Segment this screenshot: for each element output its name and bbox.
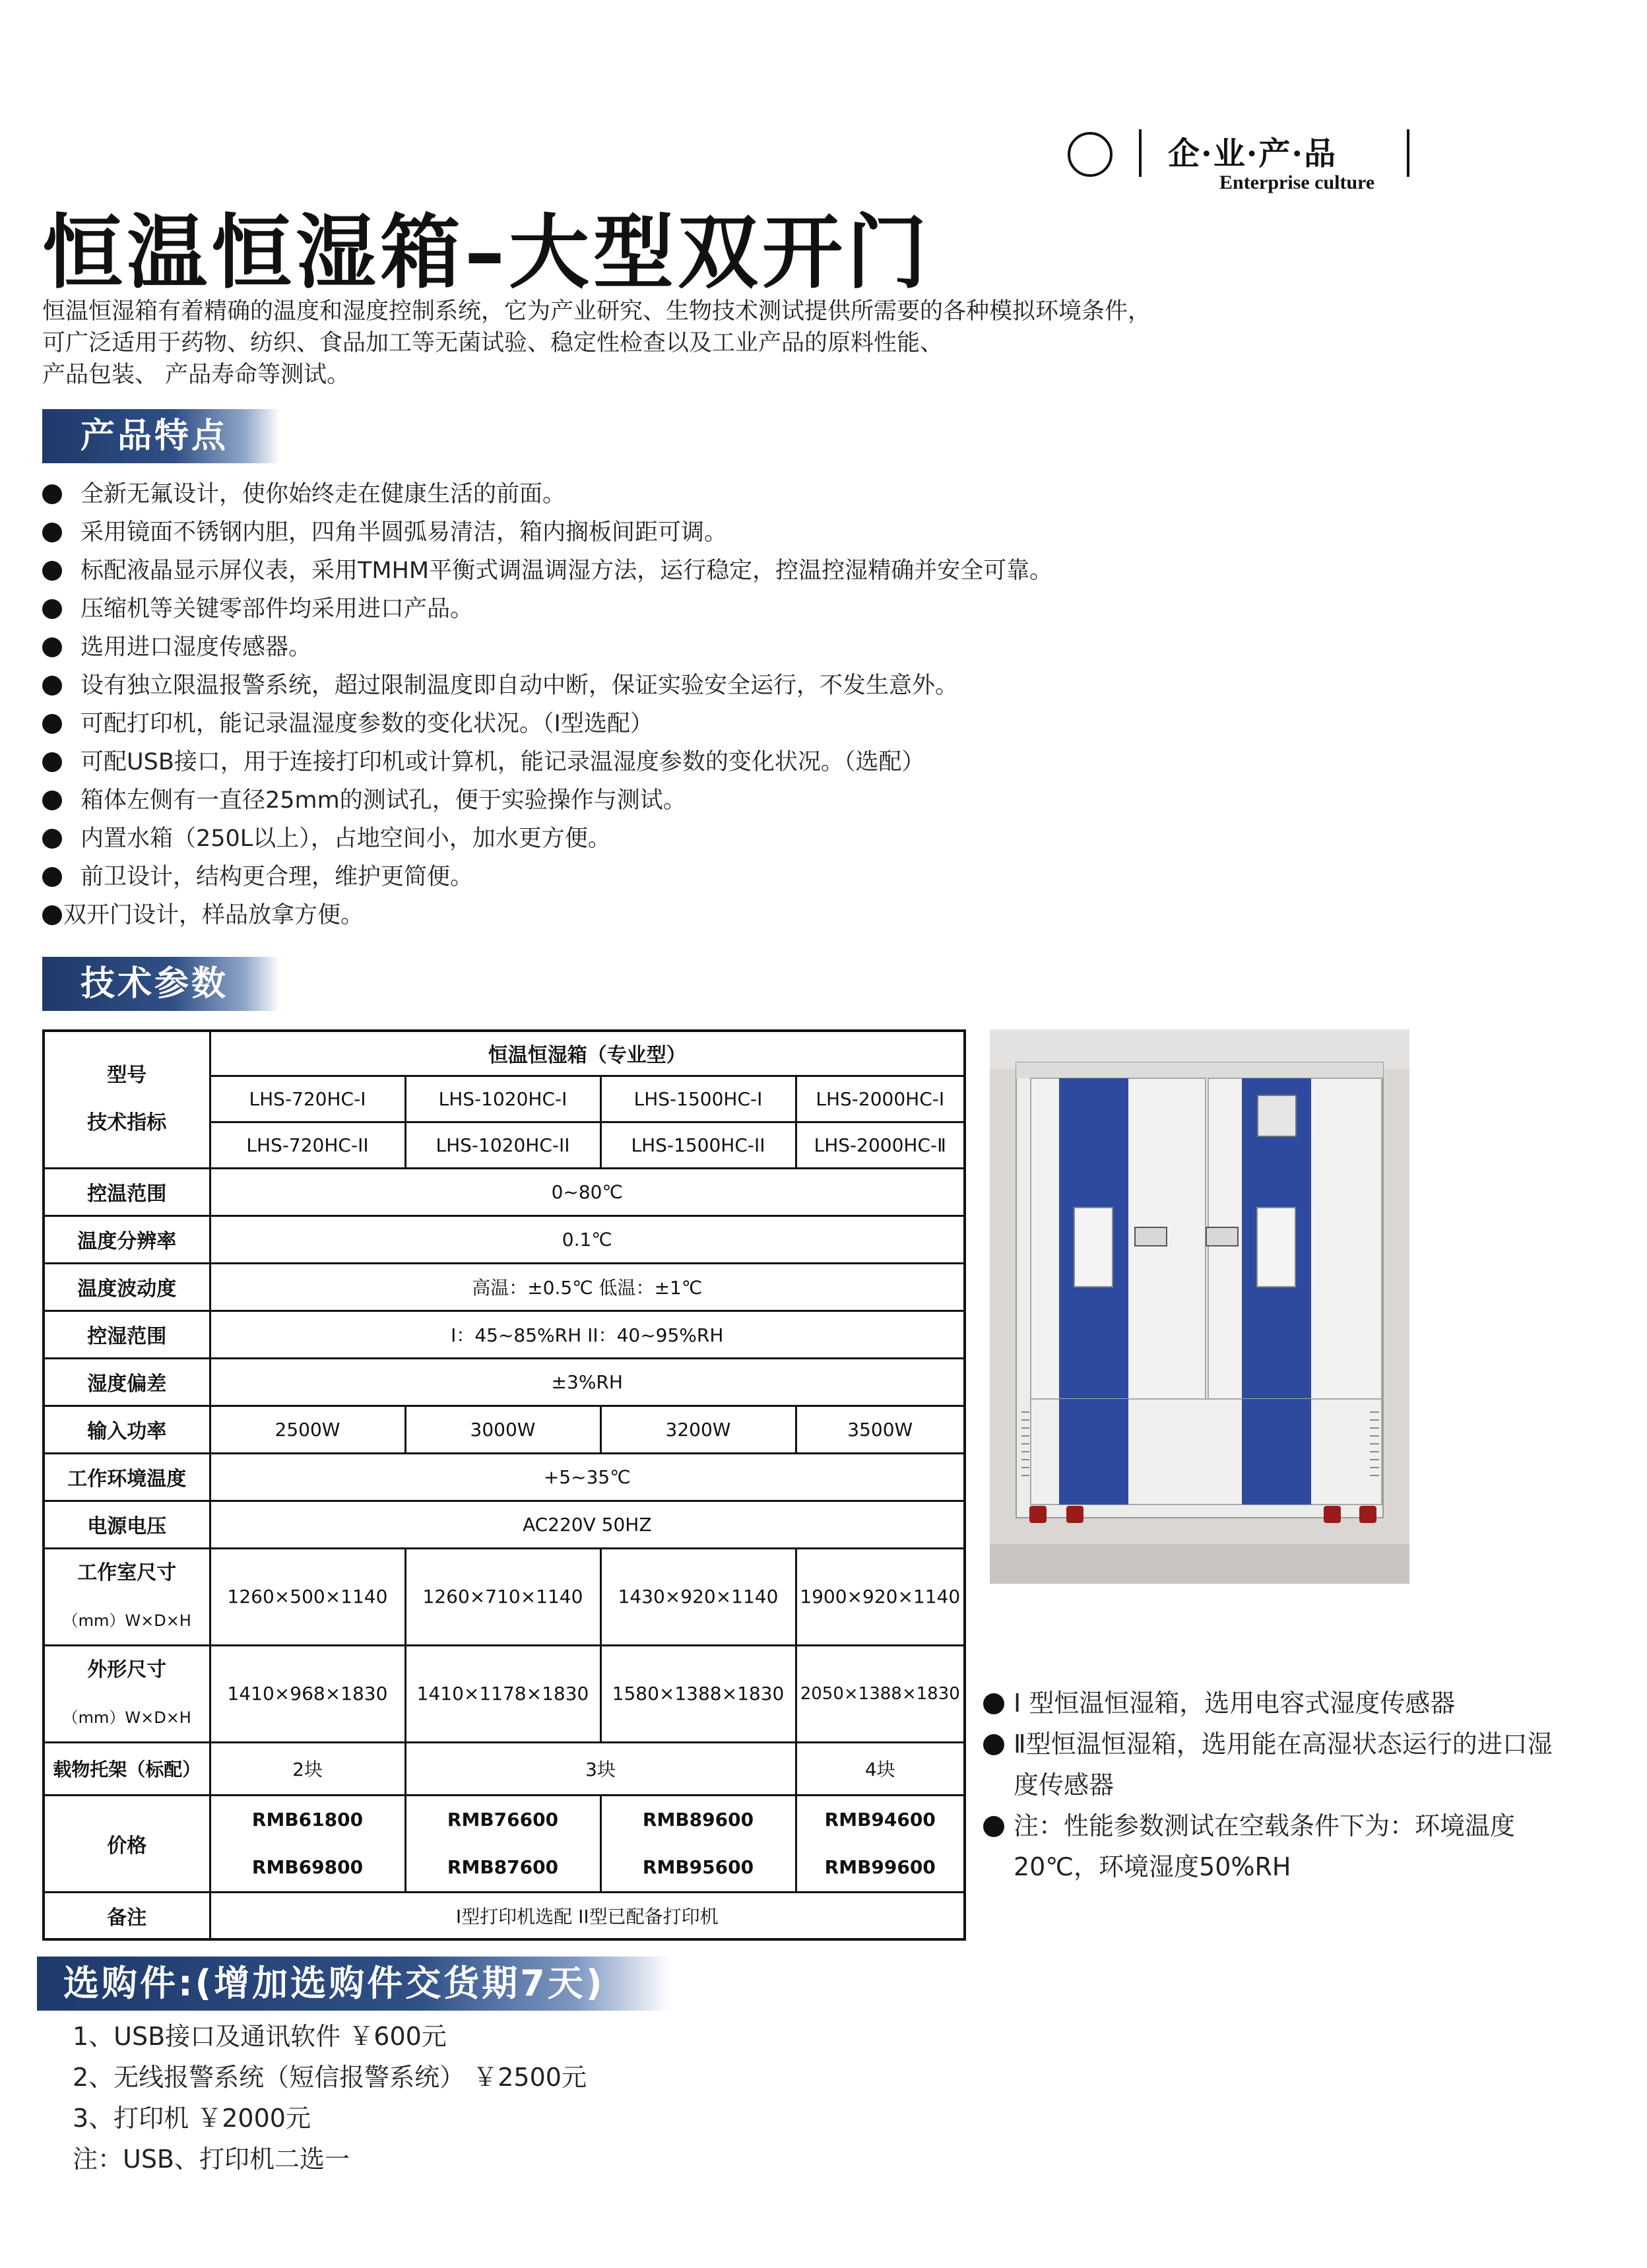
bullet-icon [42,714,62,734]
list-item [42,858,1296,896]
row-label: 输入功率 [44,1406,210,1453]
row-value: 1900×920×1140 [796,1548,965,1645]
row-value: 4块 [796,1742,965,1795]
price-cell [600,1795,796,1892]
row-value: ±3%RH [210,1358,965,1406]
price-cell [210,1795,405,1892]
list-item [42,552,1296,590]
row-label-line: （mm）W×D×H [62,1708,191,1727]
list-item [42,743,1296,781]
table-row [44,1311,965,1358]
price-value: RMB69800 [251,1856,364,1878]
bullet-icon [42,867,62,887]
price-cell [796,1795,965,1892]
list-item [42,781,1296,820]
row-value: 2050×1388×1830 [796,1645,965,1742]
spec-table [42,1029,966,1941]
group-title: 恒温恒湿箱（专业型） [210,1031,965,1076]
brand-subtitle: Enterprise culture [1219,172,1375,193]
note-text: Ⅰ 型恒温恒湿箱，选用电容式湿度传感器 [1014,1689,1456,1718]
bullet-icon [42,637,62,657]
list-item: 2、无线报警系统（短信报警系统） ￥2500元 [73,2063,587,2092]
feature-text: 选用进口湿度传感器。 [81,634,312,661]
table-row [44,1548,965,1645]
table-row [44,1215,965,1263]
feature-text: 双开门设计，样品放拿方便。 [63,902,364,928]
row-label: 湿度偏差 [44,1358,210,1406]
price-value: RMB87600 [447,1856,559,1878]
bullet-icon [983,1734,1004,1755]
section-heading-features: 产品特点 [42,409,280,463]
row-label: 电源电压 [44,1501,210,1548]
model-cell: LHS-720HC-I [210,1076,405,1122]
row-label-line: 外形尺寸 [87,1658,167,1681]
label-model: 型号 [107,1064,147,1087]
intro-paragraph [42,296,1296,391]
bullet-icon [42,523,62,542]
feature-text: 标配液晶显示屏仪表，采用TMHM平衡式调温调湿方法，运行稳定，控温控湿精确并安全可靠。 [81,558,1053,584]
row-value: 3000W [405,1406,600,1453]
feature-text: 箱体左侧有一直径25mm的测试孔，便于实验操作与测试。 [81,787,686,814]
table-row [44,1742,965,1795]
row-label [44,1645,210,1742]
row-label: 控温范围 [44,1168,210,1215]
row-value: 高温：±0.5℃ 低温：±1℃ [210,1263,965,1311]
feature-list [42,475,1296,934]
bullet-icon [42,905,62,925]
price-value: RMB89600 [642,1808,754,1831]
brand-header [1068,124,1411,197]
row-value: +5~35℃ [210,1453,965,1501]
list-item [983,1724,1577,1805]
list-item [983,1683,1577,1724]
table-row [44,1892,965,1939]
label-index: 技术指标 [87,1111,167,1135]
row-value: 2500W [210,1406,405,1453]
model-cell: LHS-1500HC-II [600,1122,796,1168]
row-value: 1260×500×1140 [210,1548,405,1645]
row-value: 0~80℃ [210,1168,965,1215]
feature-text: 全新无氟设计，使你始终走在健康生活的前面。 [81,481,566,507]
model-cell: LHS-1020HC-II [405,1122,600,1168]
feature-text: 可配打印机，能记录温湿度参数的变化状况。（I型选配） [81,711,653,737]
row-label: 备注 [44,1892,210,1939]
page-title: 恒温恒湿箱–大型双开门 [42,206,931,300]
model-cell: LHS-1020HC-I [405,1076,600,1122]
list-item: 3、打印机 ￥2000元 [73,2104,311,2133]
note-text: 注：性能参数测试在空载条件下为：环境温度20℃，环境湿度50%RH [1014,1811,1516,1881]
list-item [42,475,1296,513]
row-label: 控湿范围 [44,1311,210,1358]
row-value: I型打印机选配 II型已配备打印机 [210,1892,965,1939]
row-value: 1430×920×1140 [600,1548,796,1645]
bullet-icon [42,484,62,504]
row-label: 温度波动度 [44,1263,210,1311]
price-cell [405,1795,600,1892]
row-label-line: （mm）W×D×H [62,1611,191,1630]
row-value: 1260×710×1140 [405,1548,600,1645]
divider [1139,129,1142,177]
circle-icon [1068,132,1113,177]
note-text: Ⅱ型恒温恒湿箱，选用能在高湿状态运行的进口湿度传感器 [1014,1730,1553,1799]
row-value: AC220V 50HZ [210,1501,965,1548]
row-value: I：45~85%RH II：40~95%RH [210,1311,965,1358]
feature-text: 设有独立限温报警系统，超过限制温度即自动中断，保证实验安全运行，不发生意外。 [81,672,959,699]
table-row [44,1795,965,1892]
price-value: RMB95600 [642,1856,754,1878]
bullet-icon [42,561,62,581]
row-label: 载物托架（标配） [44,1742,210,1795]
product-image [990,1029,1409,1584]
row-value: 1580×1388×1830 [600,1645,796,1742]
row-label: 温度分辨率 [44,1215,210,1263]
model-cell: LHS-2000HC-Ⅱ [796,1122,965,1168]
table-row [44,1263,965,1311]
intro-line: 产品包装、 产品寿命等测试。 [42,362,350,388]
price-value: RMB94600 [824,1808,936,1831]
row-value: 0.1℃ [210,1215,965,1263]
model-cell: LHS-2000HC-Ⅰ [796,1076,965,1122]
list-item [42,628,1296,666]
table-row [44,1031,965,1076]
row-value: 3块 [405,1742,796,1795]
bullet-icon [983,1816,1004,1837]
list-item [42,705,1296,743]
model-header-cell [44,1031,210,1168]
list-item [42,820,1296,858]
row-label: 工作环境温度 [44,1453,210,1501]
list-item [42,590,1296,628]
bullet-icon [983,1693,1004,1714]
list-item [42,666,1296,705]
list-item [42,896,1296,934]
table-row [44,1406,965,1453]
table-row [44,1501,965,1548]
feature-text: 压缩机等关键零部件均采用进口产品。 [81,596,474,622]
row-label [44,1548,210,1645]
list-item: 1、USB接口及通讯软件 ￥600元 [73,2022,447,2051]
model-notes [983,1683,1577,1887]
divider [1407,129,1409,177]
section-heading-tech: 技术参数 [42,957,280,1011]
row-value: 1410×1178×1830 [405,1645,600,1742]
row-value: 1410×968×1830 [210,1645,405,1742]
price-value: RMB76600 [447,1808,559,1831]
bullet-icon [42,752,62,772]
row-label-line: 工作室尺寸 [77,1561,177,1584]
brand-title: 企·业·产·品 [1168,135,1338,172]
price-value: RMB61800 [251,1808,364,1831]
feature-text: 前卫设计，结构更合理，维护更简便。 [81,864,474,890]
feature-text: 采用镜面不锈钢内胆，四角半圆弧易清洁，箱内搁板间距可调。 [81,519,728,546]
bullet-icon [42,791,62,810]
table-row [44,1358,965,1406]
bullet-icon [42,829,62,849]
bullet-icon [42,599,62,619]
row-value: 2块 [210,1742,405,1795]
list-item [42,513,1296,552]
intro-line: 恒温恒湿箱有着精确的温度和湿度控制系统，它为产业研究、生物技术测试提供所需要的各种模拟环境条件， [42,298,1151,325]
table-row [44,1168,965,1215]
table-row [44,1453,965,1501]
feature-text: 可配USB接口，用于连接打印机或计算机，能记录温湿度参数的变化状况。（选配） [81,749,925,775]
option-list [73,2016,587,2180]
intro-line: 可广泛适用于药物、纺织、食品加工等无菌试验、稳定性检查以及工业产品的原料性能、 [42,330,944,356]
model-cell: LHS-720HC-II [210,1122,405,1168]
row-label: 价格 [44,1795,210,1892]
feature-text: 内置水箱（250L以上），占地空间小，加水更方便。 [81,826,611,852]
list-item [983,1805,1577,1887]
list-item: 注：USB、打印机二选一 [73,2145,350,2174]
table-row [44,1645,965,1742]
model-cell: LHS-1500HC-I [600,1076,796,1122]
row-value: 3500W [796,1406,965,1453]
section-heading-options: 选购件:(增加选购件交货期7天) [37,1957,670,2011]
bullet-icon [42,676,62,696]
row-value: 3200W [600,1406,796,1453]
price-value: RMB99600 [824,1856,936,1878]
